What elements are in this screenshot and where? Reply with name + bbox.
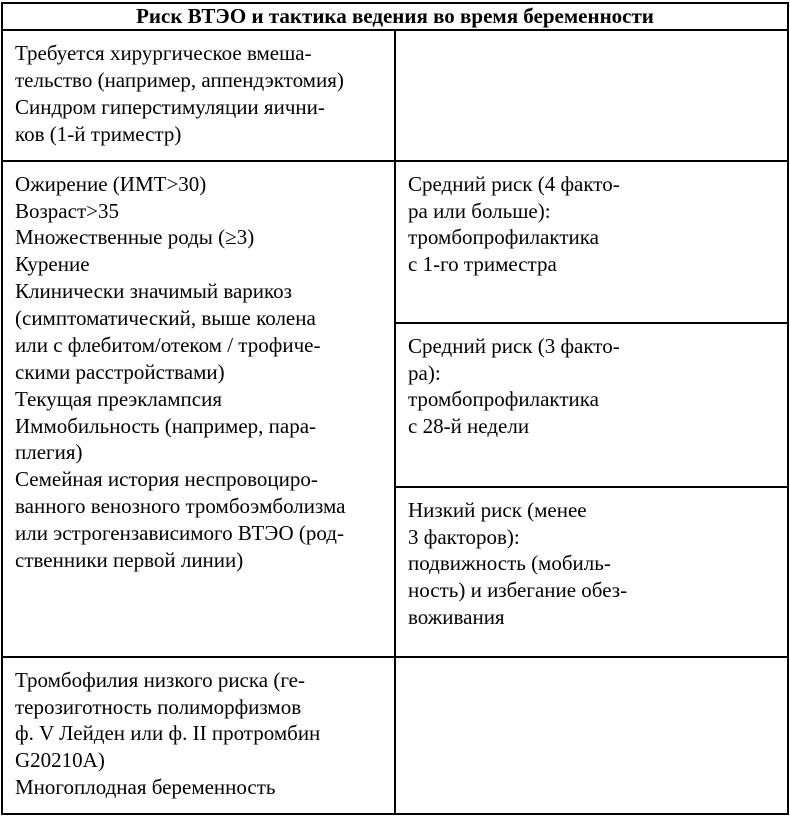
list-item bbox=[396, 323, 787, 487]
text-line: Средний риск (3 факто- bbox=[408, 333, 620, 358]
row-1-left-cell bbox=[2, 30, 395, 161]
risk-block-moderate-3 bbox=[396, 323, 787, 487]
table-row bbox=[2, 30, 788, 161]
text-line: ков (1-й триместр) bbox=[15, 121, 182, 146]
risk-block-text bbox=[396, 324, 787, 453]
text-line: тельство (например, аппендэктомия) bbox=[15, 68, 344, 93]
text-line: Семейная история неспровоциро- bbox=[15, 467, 318, 492]
text-line: воживания bbox=[408, 605, 505, 630]
table-row bbox=[2, 657, 788, 814]
text-line: Ожирение (ИМТ>30) bbox=[15, 171, 207, 196]
document-page bbox=[0, 2, 790, 831]
row-3-left-text bbox=[3, 658, 394, 813]
risk-block-moderate-4 bbox=[396, 162, 787, 323]
text-line: подвижность (мобиль- bbox=[408, 551, 611, 576]
list-item bbox=[396, 487, 787, 656]
text-line: Тромбофилия низкого риска (ге- bbox=[15, 667, 305, 692]
text-line: ственники первой линии) bbox=[15, 547, 244, 572]
risk-block-low bbox=[396, 487, 787, 656]
text-line: скими расстройствами) bbox=[15, 359, 225, 384]
text-line: тромбопрофилактика bbox=[408, 225, 599, 250]
text-line: Низкий риск (менее bbox=[408, 497, 587, 522]
table-title-row bbox=[2, 3, 788, 30]
text-line: Текущая преэклампсия bbox=[15, 386, 222, 411]
table-row bbox=[2, 161, 788, 657]
table-title: Риск ВТЭО и тактика ведения во время беременности bbox=[2, 3, 788, 30]
risk-levels-list bbox=[396, 162, 787, 656]
text-line: ра): bbox=[408, 360, 441, 385]
text-line: 3 факторов): bbox=[408, 524, 520, 549]
row-2-left-text bbox=[3, 162, 394, 586]
text-line: (симптоматический, выше колена bbox=[15, 306, 316, 331]
text-line: ность) и избегание обез- bbox=[408, 578, 628, 603]
text-line: ра или больше): bbox=[408, 198, 551, 223]
row-1-left-text bbox=[3, 31, 394, 160]
text-line: тромбопрофилактика bbox=[408, 387, 599, 412]
text-line: Множественные роды (≥3) bbox=[15, 225, 255, 250]
text-line: ф. V Лейден или ф. II протромбин bbox=[15, 721, 321, 746]
text-line: или с флебитом/отеком / трофиче- bbox=[15, 332, 321, 357]
text-line: терозиготность полиморфизмов bbox=[15, 694, 302, 719]
text-line: Курение bbox=[15, 252, 90, 277]
row-2-right-cell bbox=[395, 161, 788, 657]
list-item bbox=[396, 162, 787, 323]
text-line: Клинически значимый варикоз bbox=[15, 279, 292, 304]
text-line: Средний риск (4 факто- bbox=[408, 171, 620, 196]
row-2-left-cell bbox=[2, 161, 395, 657]
risk-block-text bbox=[396, 162, 787, 291]
text-line: с 1-го триместра bbox=[408, 252, 557, 277]
row-3-right-cell-empty bbox=[395, 657, 788, 814]
text-line: Возраст>35 bbox=[15, 198, 119, 223]
risk-block-text bbox=[396, 488, 787, 643]
text-line: Многоплодная беременность bbox=[15, 775, 276, 800]
text-line: ванного венозного тромбоэмболизма bbox=[15, 494, 346, 519]
text-line: плегия) bbox=[15, 440, 83, 465]
text-line: Иммобильность (например, пара- bbox=[15, 413, 317, 438]
row-3-left-cell bbox=[2, 657, 395, 814]
text-line: Требуется хирургическое вмеша- bbox=[15, 41, 312, 66]
text-line: с 28-й недели bbox=[408, 414, 530, 439]
text-line: G20210A) bbox=[15, 748, 105, 773]
row-1-right-cell-empty bbox=[395, 30, 788, 161]
text-line: Синдром гиперстимуляции яични- bbox=[15, 94, 325, 119]
text-line: или эстрогензависимого ВТЭО (род- bbox=[15, 521, 344, 546]
vte-risk-table bbox=[1, 2, 789, 815]
